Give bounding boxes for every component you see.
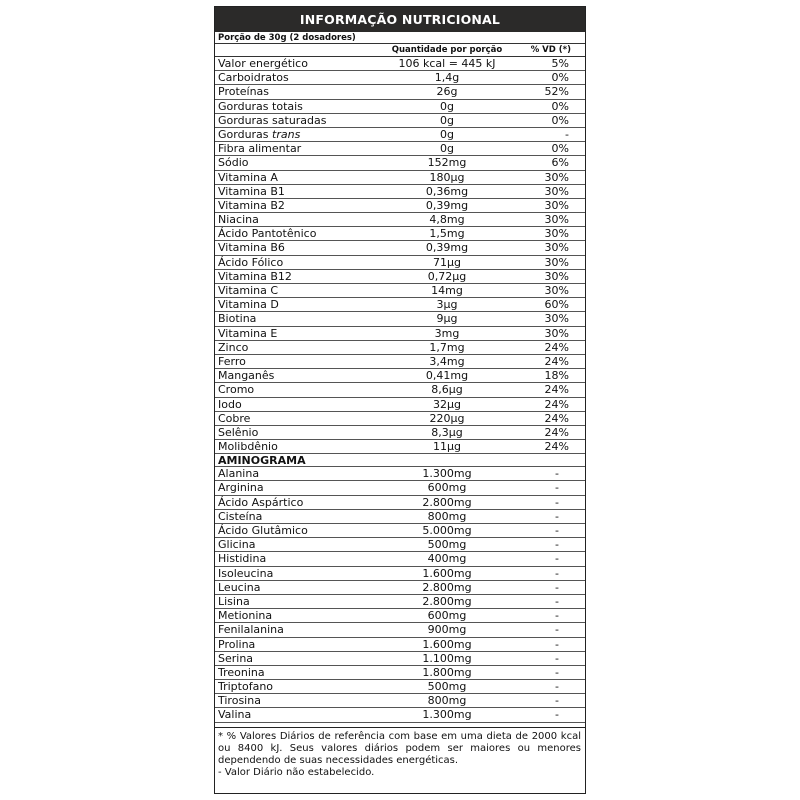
- amino-row-amount: 500mg: [427, 538, 467, 552]
- nutrient-row-name: Valor energético: [218, 57, 308, 70]
- nutrient-row-amount: 180µg: [429, 170, 465, 184]
- footnote-not-established: - Valor Diário não estabelecido.: [218, 767, 375, 778]
- nutrient-row: [215, 185, 585, 199]
- nutrient-row: [215, 100, 585, 114]
- nutrient-row-name: Vitamina E: [218, 326, 278, 340]
- amino-row-amount: 1.100mg: [422, 651, 472, 665]
- nutrient-row-amount: 3,4mg: [429, 354, 465, 368]
- nutrient-row-amount: 0g: [440, 142, 454, 156]
- nutrient-row-name: Vitamina C: [218, 284, 279, 297]
- amino-row-dv: -: [555, 637, 559, 651]
- amino-row: [215, 481, 585, 495]
- nutrient-row: [215, 227, 585, 241]
- amino-row: [215, 638, 585, 652]
- nutrient-row-amount: 220µg: [429, 411, 465, 425]
- amino-row-amount: 1.300mg: [422, 467, 472, 481]
- amino-row-name: Valina: [218, 708, 252, 722]
- amino-row-name: Serina: [218, 651, 254, 665]
- nutrient-row-amount: 0,39mg: [425, 198, 469, 212]
- nutrient-row-dv: -: [565, 127, 569, 141]
- amino-row: [215, 524, 585, 538]
- amino-row-name: Ácido Aspártico: [218, 495, 304, 509]
- nutrient-row-name: Cobre: [218, 411, 251, 425]
- amino-row-dv: -: [555, 623, 559, 637]
- amino-row-amount: 800mg: [427, 694, 467, 708]
- nutrient-row-amount: 152mg: [427, 156, 467, 170]
- amino-row-dv: -: [555, 467, 559, 481]
- nutrient-row-dv: 30%: [544, 227, 569, 241]
- nutrient-row-dv: 24%: [544, 354, 569, 368]
- nutrient-row-dv: 0%: [551, 99, 569, 113]
- amino-row-name: Prolina: [218, 637, 256, 651]
- nutrient-row-dv: 24%: [544, 397, 569, 411]
- nutrient-row-name: Iodo: [218, 397, 242, 411]
- nutrient-row: [215, 128, 585, 142]
- column-header-quantity: Quantidade por porção: [391, 45, 503, 55]
- nutrient-row-amount: 1,5mg: [429, 227, 465, 241]
- amino-row-dv: -: [555, 580, 559, 594]
- nutrient-row-name: Sódio: [218, 156, 249, 170]
- amino-row-dv: -: [555, 665, 559, 679]
- amino-row-amount: 400mg: [427, 552, 467, 566]
- amino-row: [215, 538, 585, 552]
- amino-row-name: Histidina: [218, 552, 267, 566]
- aminogram-table: [215, 467, 585, 722]
- amino-row-name: Glicina: [218, 538, 256, 552]
- amino-row-dv: -: [555, 481, 559, 495]
- nutrient-row-name: Manganês: [218, 369, 275, 383]
- nutrient-row-amount: 0,36mg: [425, 184, 469, 198]
- nutrient-row-name: Gorduras trans: [218, 127, 301, 141]
- nutrient-row-amount: 0g: [440, 113, 454, 127]
- amino-row: [215, 552, 585, 566]
- label-title: INFORMAÇÃO NUTRICIONAL: [215, 7, 585, 32]
- nutrient-row-name: Vitamina B2: [218, 198, 285, 212]
- nutrient-row: [215, 284, 585, 298]
- nutrient-row: [215, 369, 585, 383]
- nutrient-row-dv: 24%: [544, 425, 569, 439]
- nutrient-row-dv: 30%: [544, 241, 569, 255]
- serving-size: Porção de 30g (2 dosadores): [215, 33, 585, 44]
- nutrient-row-name: Vitamina A: [218, 170, 278, 184]
- nutrient-row-dv: 30%: [544, 213, 569, 227]
- amino-row-amount: 2.800mg: [422, 580, 472, 594]
- nutrient-row-name: Cromo: [218, 383, 255, 397]
- nutrient-row-dv: 5%: [551, 57, 569, 70]
- amino-row: [215, 496, 585, 510]
- amino-row-amount: 2.800mg: [422, 495, 472, 509]
- nutrient-row-amount: 3mg: [434, 326, 460, 340]
- nutrient-row: [215, 213, 585, 227]
- amino-row-amount: 600mg: [427, 609, 467, 623]
- nutrient-row: [215, 142, 585, 156]
- nutrient-row-dv: 30%: [544, 170, 569, 184]
- nutrient-row-dv: 52%: [544, 85, 569, 99]
- nutrient-row-dv: 0%: [551, 113, 569, 127]
- amino-row-name: Lisina: [218, 594, 250, 608]
- nutrient-row-dv: 60%: [544, 298, 569, 312]
- nutrient-row-dv: 24%: [544, 440, 569, 454]
- nutrient-row-amount: 9µg: [436, 312, 458, 326]
- amino-row-amount: 5.000mg: [422, 524, 472, 537]
- nutrient-row-dv: 30%: [544, 269, 569, 283]
- nutrient-row: [215, 341, 585, 355]
- nutrient-row-name: Niacina: [218, 213, 259, 227]
- nutrient-row-amount: 0g: [440, 127, 454, 141]
- nutrient-row-amount: 8,6µg: [431, 383, 463, 397]
- nutrient-row-name: Biotina: [218, 312, 257, 326]
- amino-row: [215, 595, 585, 609]
- nutrient-row-amount: 0g: [440, 99, 454, 113]
- amino-row-name: Metionina: [218, 609, 273, 623]
- nutrient-row-name: Vitamina B1: [218, 184, 285, 198]
- nutrient-row-amount: 0,72µg: [427, 269, 467, 283]
- nutrient-row-dv: 24%: [544, 411, 569, 425]
- nutrient-row-dv: 18%: [544, 369, 569, 383]
- amino-row-amount: 900mg: [427, 623, 467, 637]
- amino-row-dv: -: [555, 524, 559, 537]
- amino-row: [215, 694, 585, 708]
- nutrient-row-name: Gorduras totais: [218, 99, 303, 113]
- nutrient-row-amount: 32µg: [433, 397, 461, 411]
- amino-row-dv: -: [555, 495, 559, 509]
- nutrient-row-name: Vitamina B12: [218, 269, 292, 283]
- nutrient-row-name: Proteínas: [218, 85, 270, 99]
- nutrient-row: [215, 327, 585, 341]
- amino-row: [215, 609, 585, 623]
- amino-row-dv: -: [555, 552, 559, 566]
- column-header-dv: % VD (*): [530, 45, 571, 55]
- column-header: [215, 44, 585, 57]
- amino-row: [215, 680, 585, 694]
- amino-row: [215, 467, 585, 481]
- nutrient-row-amount: 71µg: [433, 255, 461, 269]
- nutrient-row-name: Molibdênio: [218, 440, 278, 454]
- amino-row-name: Arginina: [218, 481, 264, 495]
- amino-row-amount: 500mg: [427, 680, 467, 694]
- amino-row: [215, 666, 585, 680]
- amino-row-amount: 1.600mg: [422, 566, 472, 580]
- trans-emphasis: trans: [272, 127, 301, 141]
- amino-row-amount: 600mg: [427, 481, 467, 495]
- nutrient-row: [215, 156, 585, 170]
- nutrient-row: [215, 440, 585, 454]
- nutrient-row: [215, 85, 585, 99]
- nutrient-row-amount: 3µg: [436, 298, 458, 312]
- nutrient-row-amount: 4,8mg: [429, 213, 465, 227]
- amino-row-name: Tirosina: [218, 694, 261, 708]
- nutrient-row-amount: 11µg: [433, 440, 461, 454]
- amino-row-name: Cisteína: [218, 509, 263, 523]
- nutrient-row-name: Vitamina D: [218, 298, 279, 312]
- nutrition-facts-label: [214, 6, 586, 794]
- column-header-name: [215, 44, 391, 56]
- nutrient-row: [215, 199, 585, 213]
- nutrient-row-dv: 30%: [544, 255, 569, 269]
- amino-row-dv: -: [555, 538, 559, 552]
- nutrient-row-dv: 30%: [544, 184, 569, 198]
- nutrient-row-dv: 6%: [551, 156, 569, 170]
- amino-row-amount: 2.800mg: [422, 594, 472, 608]
- amino-row-dv: -: [555, 708, 559, 722]
- nutrient-row: [215, 312, 585, 326]
- nutrient-row: [215, 270, 585, 284]
- nutrient-row-amount: 106 kcal = 445 kJ: [398, 57, 496, 70]
- nutrient-row: [215, 398, 585, 412]
- nutrient-row-amount: 0,41mg: [425, 369, 469, 383]
- nutrient-row: [215, 57, 585, 71]
- footnote-reference: * % Valores Diários de referência com base em uma dieta de 2000 kcal ou 8400 kJ. Seus valores diários podem ser maiores ou menores dependendo de suas necessidades energéticas.: [218, 731, 581, 766]
- amino-row-dv: -: [555, 609, 559, 623]
- nutrient-row: [215, 298, 585, 312]
- nutrient-row-amount: 26g: [436, 85, 458, 99]
- amino-row: [215, 581, 585, 595]
- amino-row-dv: -: [555, 509, 559, 523]
- nutrient-row: [215, 355, 585, 369]
- nutrient-row-amount: 1,4g: [434, 71, 460, 85]
- footnote: [215, 727, 585, 793]
- nutrient-row: [215, 171, 585, 185]
- nutrient-table: [215, 57, 585, 454]
- amino-row-dv: -: [555, 680, 559, 694]
- nutrient-row-name: Gorduras saturadas: [218, 113, 327, 127]
- nutrient-row-amount: 0,39mg: [425, 241, 469, 255]
- nutrient-row-name: Zinco: [218, 340, 249, 354]
- amino-row-name: Fenilalanina: [218, 623, 284, 637]
- amino-row: [215, 652, 585, 666]
- amino-row-amount: 1.600mg: [422, 637, 472, 651]
- amino-row-name: Alanina: [218, 467, 260, 481]
- nutrient-row-name: Selênio: [218, 425, 259, 439]
- aminogram-title: AMINOGRAMA: [215, 454, 585, 467]
- amino-row-dv: -: [555, 566, 559, 580]
- nutrient-row-dv: 24%: [544, 340, 569, 354]
- amino-row-name: Isoleucina: [218, 566, 274, 580]
- amino-row-dv: -: [555, 694, 559, 708]
- amino-row: [215, 623, 585, 637]
- nutrient-row: [215, 383, 585, 397]
- nutrient-row-name: Carboidratos: [218, 71, 289, 85]
- nutrient-row-dv: 30%: [544, 284, 569, 297]
- nutrient-row-dv: 24%: [544, 383, 569, 397]
- nutrient-row: [215, 256, 585, 270]
- nutrient-row-amount: 1,7mg: [429, 340, 465, 354]
- amino-row: [215, 510, 585, 524]
- amino-row: [215, 708, 585, 722]
- nutrient-row-dv: 30%: [544, 312, 569, 326]
- amino-row-name: Ácido Glutâmico: [218, 524, 308, 537]
- nutrient-row-dv: 0%: [551, 71, 569, 85]
- nutrient-row-name: Ácido Fólico: [218, 255, 284, 269]
- amino-row-dv: -: [555, 651, 559, 665]
- nutrient-row-amount: 14mg: [431, 284, 463, 297]
- nutrient-row-name: Ácido Pantotênico: [218, 227, 317, 241]
- amino-row-name: Leucina: [218, 580, 261, 594]
- nutrient-row-name: Fibra alimentar: [218, 142, 302, 156]
- nutrient-row: [215, 426, 585, 440]
- nutrient-row: [215, 241, 585, 255]
- amino-row-name: Triptofano: [218, 680, 274, 694]
- nutrient-row-amount: 8,3µg: [431, 425, 463, 439]
- nutrient-row-dv: 0%: [551, 142, 569, 156]
- nutrient-row-dv: 30%: [544, 326, 569, 340]
- nutrient-row-name: Vitamina B6: [218, 241, 285, 255]
- nutrient-row-name: Ferro: [218, 354, 246, 368]
- amino-row-amount: 800mg: [427, 509, 467, 523]
- nutrient-row: [215, 71, 585, 85]
- nutrient-row-dv: 30%: [544, 198, 569, 212]
- amino-row-dv: -: [555, 594, 559, 608]
- amino-row-amount: 1.300mg: [422, 708, 472, 722]
- nutrient-row: [215, 114, 585, 128]
- amino-row-amount: 1.800mg: [422, 665, 472, 679]
- amino-row: [215, 567, 585, 581]
- amino-row-name: Treonina: [218, 665, 265, 679]
- nutrient-row: [215, 412, 585, 426]
